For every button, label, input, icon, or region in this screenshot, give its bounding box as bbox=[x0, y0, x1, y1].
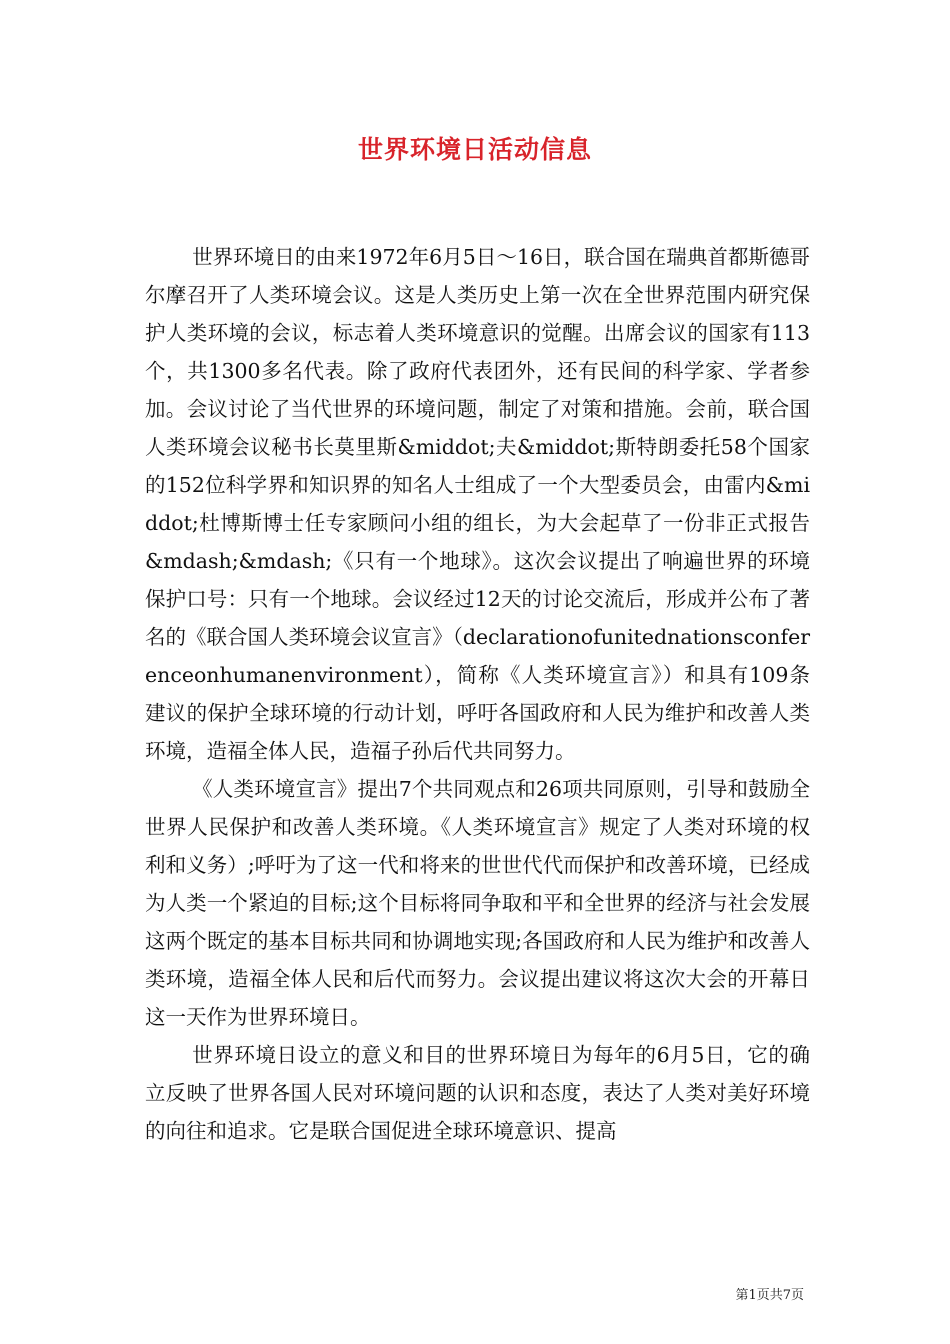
document-title: 世界环境日活动信息 bbox=[357, 135, 592, 164]
page-number: 第1页共7页 bbox=[735, 1288, 804, 1303]
paragraph-significance: 世界环境日设立的意义和目的世界环境日为每年的6月5日，它的确立反映了世界各国人民对环境问题的认识和态度，表达了人类对美好环境的向往和追求。它是联合国促进全球环境意识、提高 bbox=[145, 1043, 810, 1143]
paragraph-origin: 世界环境日的由来1972年6月5日～16日，联合国在瑞典首都斯德哥尔摩召开了人类环境会议。这是人类历史上第一次在全世界范围内研究保护人类环境的会议，标志着人类环境意识的觉醒。出席会议的国家有113个，共1300多名代表。除了政府代表团外，还有民间的科学家、学者参加。会议讨论了当代世界的环境问题，制定了对策和措施。会前，联合国人类环境会议秘书长莫里斯&middot;夫&middot;斯特朗委托58个国家的152位科学界和知识界的知名人士组成了一个大型委员会，由雷内&middot;杜博斯博士任专家顾问小组的组长，为大会起草了一份非正式报告&mdash;&mdash;《只有一个地球》。这次会议提出了响遍世界的环境保护口号：只有一个地球。会议经过12天的讨论交流后，形成并公布了著名的《联合国人类环境会议宣言》（declarationofunitednationsconferenceonhumanenvironment），简称《人类环境宣言》）和具有109条建议的保护全球环境的行动计划，呼吁各国政府和人民为维护和改善人类环境，造福全体人民，造福子孙后代共同努力。 bbox=[145, 245, 810, 763]
paragraph-declaration: 《人类环境宣言》提出7个共同观点和26项共同原则，引导和鼓励全世界人民保护和改善人类环境。《人类环境宣言》规定了人类对环境的权利和义务）;呼吁为了这一代和将来的世世代代而保护和改善环境，已经成为人类一个紧迫的目标;这个目标将同争取和平和全世界的经济与社会发展这两个既定的基本目标共同和协调地实现;各国政府和人民为维护和改善人类环境，造福全体人民和后代而努力。会议提出建议将这次大会的开幕日这一天作为世界环境日。 bbox=[145, 777, 810, 1029]
document-body bbox=[145, 238, 810, 1150]
